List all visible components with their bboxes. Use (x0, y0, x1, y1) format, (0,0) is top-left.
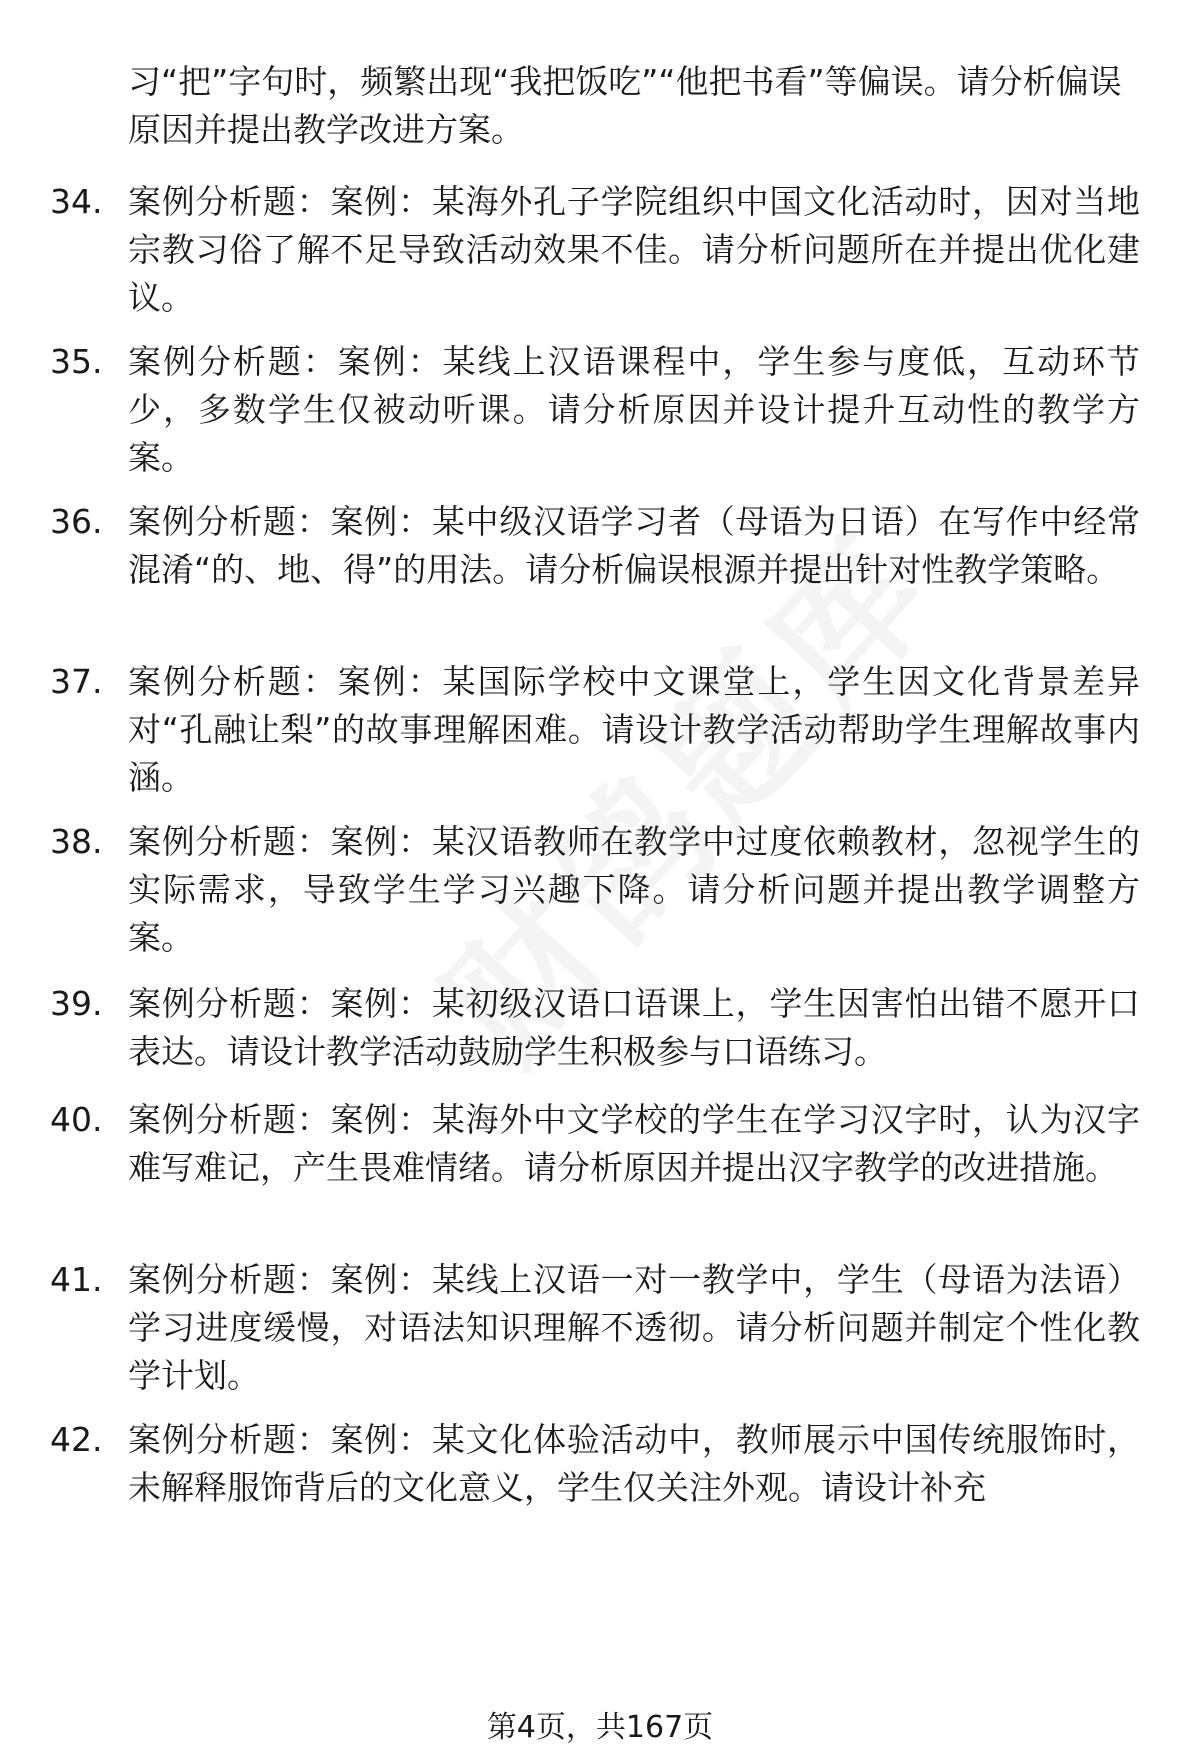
question-number: 37. (50, 662, 103, 701)
question-number: 36. (50, 502, 103, 541)
question-item (50, 1256, 1140, 1400)
question-text: 案例分析题：案例：某海外孔子学院组织中国文化活动时，因对当地宗教习俗了解不足导致活动效果不佳。请分析问题所在并提出优化建议。 (128, 182, 1140, 317)
question-item (50, 980, 1140, 1076)
question-text: 案例分析题：案例：某国际学校中文课堂上，学生因文化背景差异对“孔融让梨”的故事理解困难。请设计教学活动帮助学生理解故事内涵。 (128, 662, 1140, 797)
question-text: 案例分析题：案例：某汉语教师在教学中过度依赖教材，忽视学生的实际需求，导致学生学习兴趣下降。请分析问题并提出教学调整方案。 (128, 822, 1140, 957)
question-item (50, 338, 1140, 482)
question-number: 40. (50, 1100, 103, 1139)
question-item (50, 178, 1140, 322)
page-footer: 第4页，共167页 (486, 1710, 714, 1745)
question-number: 41. (50, 1260, 103, 1299)
question-item (50, 818, 1140, 962)
question-number: 39. (50, 984, 103, 1023)
question-continuation: 习“把”字句时，频繁出现“我把饭吃”“他把书看”等偏误。请分析偏误原因并提出教学改进方案。 (128, 62, 1122, 149)
question-number: 38. (50, 822, 103, 861)
question-item (50, 1416, 1140, 1512)
question-number: 35. (50, 342, 103, 381)
question-text: 案例分析题：案例：某中级汉语学习者（母语为日语）在写作中经常混淆“的、地、得”的用法。请分析偏误根源并提出针对性教学策略。 (128, 502, 1140, 589)
question-text: 案例分析题：案例：某初级汉语口语课上，学生因害怕出错不愿开口表达。请设计教学活动鼓励学生积极参与口语练习。 (128, 984, 1140, 1071)
question-text: 案例分析题：案例：某海外中文学校的学生在学习汉字时，认为汉字难写难记，产生畏难情绪。请分析原因并提出汉字教学的改进措施。 (128, 1100, 1140, 1187)
question-item (50, 1096, 1140, 1192)
question-text: 案例分析题：案例：某线上汉语课程中，学生参与度低，互动环节少，多数学生仅被动听课。请分析原因并设计提升互动性的教学方案。 (128, 342, 1140, 477)
question-text: 案例分析题：案例：某线上汉语一对一教学中，学生（母语为法语）学习进度缓慢，对语法知识理解不透彻。请分析问题并制定个性化教学计划。 (128, 1260, 1140, 1395)
question-number: 42. (50, 1420, 103, 1459)
question-text: 案例分析题：案例：某文化体验活动中，教师展示中国传统服饰时，未解释服饰背后的文化意义，学生仅关注外观。请设计补充 (128, 1420, 1140, 1507)
question-number: 34. (50, 182, 103, 221)
question-item (50, 498, 1140, 594)
question-item (50, 658, 1140, 802)
